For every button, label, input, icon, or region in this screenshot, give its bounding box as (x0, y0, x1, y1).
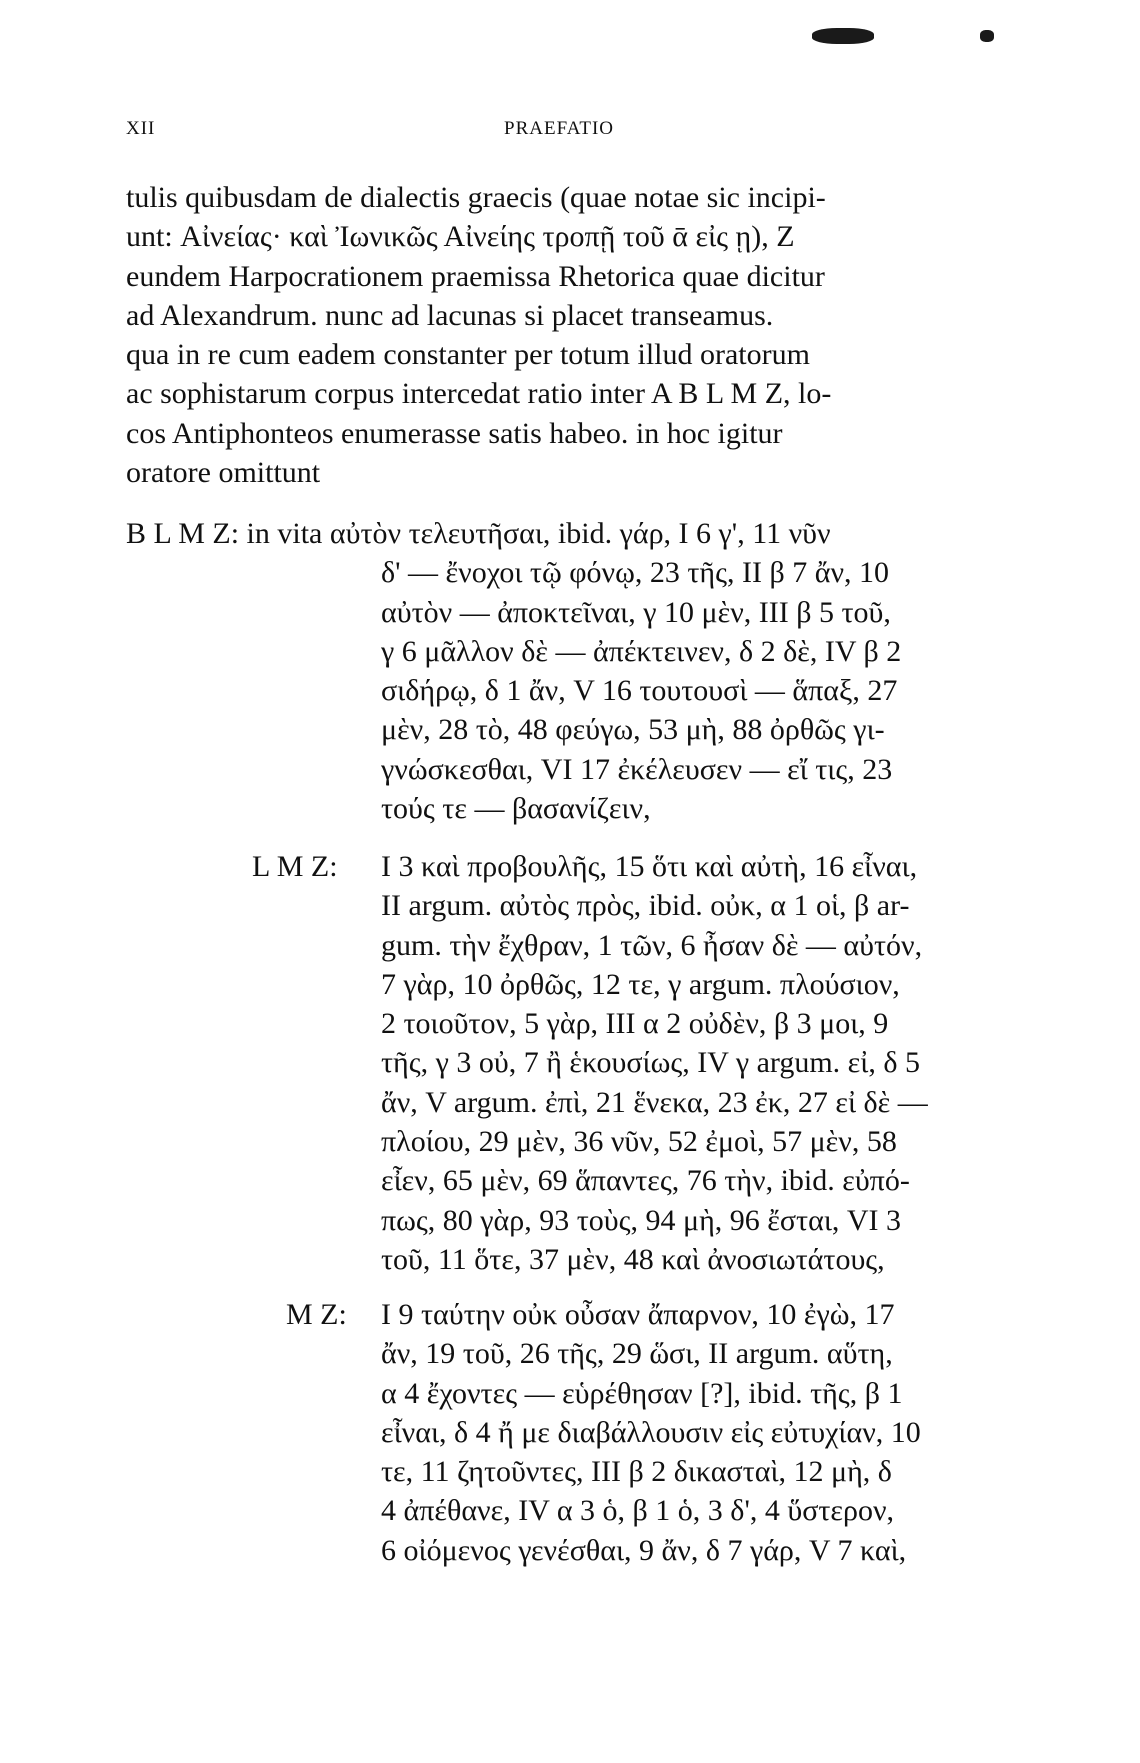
text-line: τῆς, γ 3 οὐ, 7 ἢ ἑκουσίως, IV γ argum. εἰ, δ 5 (381, 1046, 920, 1080)
text-line: 4 ἀπέθανε, IV α 3 ὁ, β 1 ὁ, 3 δ', 4 ὕστερον, (381, 1494, 895, 1528)
entry-lines (126, 514, 1006, 828)
page-number: XII (126, 118, 156, 139)
ink-smudge (980, 30, 994, 42)
text-line: eundem Harpocrationem praemissa Rhetorica quae dicitur (126, 259, 825, 293)
text-line: 2 τοιοῦτον, 5 γὰρ, III α 2 οὐδὲν, β 3 μοι, 9 (381, 1007, 889, 1041)
text-line: 7 γὰρ, 10 ὀρθῶς, 12 τε, γ argum. πλούσιον, (381, 967, 900, 1001)
page-header (126, 118, 1000, 148)
text-line: τούς τε — βασανίζειν, (381, 792, 651, 826)
intro-paragraph (126, 178, 1000, 492)
text-line: τε, 11 ζητοῦντες, III β 2 δικασταὶ, 12 μὴ, δ (381, 1455, 892, 1489)
text-line: ἄν, 19 τοῦ, 26 τῆς, 29 ὥσι, II argum. αὕτη, (381, 1337, 893, 1371)
ink-smudge (812, 28, 874, 44)
text-line: γνώσκεσθαι, VI 17 ἐκέλευσεν — εἴ τις, 23 (381, 752, 893, 786)
text-line: γ 6 μᾶλλον δὲ — ἀπέκτεινεν, δ 2 δὲ, IV β 2 (381, 634, 902, 668)
text-line: εἶναι, δ 4 ἤ με διαβάλλουσιν εἰς εὐτυχίαν, 10 (381, 1415, 921, 1449)
text-line: qua in re cum eadem constanter per totum illud oratorum (126, 338, 810, 372)
text-line: I 3 καὶ προβουλῆς, 15 ὅτι καὶ αὐτὴ, 16 εἶναι, (381, 850, 918, 883)
text-line: α 4 ἔχοντες — εὑρέθησαν [?], ibid. τῆς, β 1 (381, 1376, 903, 1410)
text-line: B L M Z: in vita αὐτὸν τελευτῆσαι, ibid. γάρ, I 6 γ', 11 νῦν (126, 517, 831, 550)
text-line: ad Alexandrum. nunc ad lacunas si placet transeamus. (126, 298, 774, 332)
text-line: I 9 ταύτην οὐκ οὖσαν ἄπαρνον, 10 ἐγὼ, 17 (381, 1298, 895, 1331)
running-title: PRAEFATIO (504, 118, 614, 139)
text-line: εἶεν, 65 μὲν, 69 ἅπαντες, 76 τὴν, ibid. εὐπό- (381, 1164, 910, 1198)
text-line: δ' — ἔνοχοι τῷ φόνῳ, 23 τῆς, II β 7 ἄν, 10 (381, 556, 890, 590)
text-line: σιδήρῳ, δ 1 ἄν, V 16 τουτουσὶ — ἅπαξ, 27 (381, 674, 898, 708)
text-line: II argum. αὐτὸς πρὸς, ibid. οὐκ, α 1 οἱ, β ar- (381, 889, 910, 923)
text-line: μὲν, 28 τὸ, 48 φεύγω, 53 μὴ, 88 ὀρθῶς γι- (381, 713, 885, 747)
text-line: αὐτὸν — ἀποκτεῖναι, γ 10 μὲν, III β 5 τοῦ, (381, 595, 891, 629)
text-line: ἄν, V argum. ἐπὶ, 21 ἕνεκα, 23 ἐκ, 27 εἰ δὲ — (381, 1085, 928, 1119)
text-line: cos Antiphonteos enumerasse satis habeo. in hoc igitur (126, 416, 783, 450)
text-line: tulis quibusdam de dialectis graecis (quae notae sic incipi- (126, 181, 826, 214)
text-line: ac sophistarum corpus intercedat ratio inter A B L M Z, lo- (126, 377, 832, 411)
entry-lines (381, 1295, 1006, 1570)
text-line: 6 οἰόμενος γενέσθαι, 9 ἄν, δ 7 γάρ, V 7 καὶ, (381, 1533, 907, 1567)
text-line: oratore omittunt (126, 456, 321, 490)
sigla-label: M Z: (286, 1298, 347, 1331)
text-line: πως, 80 γὰρ, 93 τοὺς, 94 μὴ, 96 ἔσται, VI 3 (381, 1203, 902, 1237)
text-line: τοῦ, 11 ὅτε, 37 μὲν, 48 καὶ ἀνοσιωτάτους, (381, 1242, 885, 1276)
text-line: πλοίου, 29 μὲν, 36 νῦν, 52 ἐμοὶ, 57 μὲν, 58 (381, 1125, 897, 1159)
entry-lines (381, 847, 1006, 1279)
text-line: gum. τὴν ἔχθραν, 1 τῶν, 6 ἦσαν δὲ — αὐτόν, (381, 928, 923, 962)
sigla-label: L M Z: (252, 850, 338, 883)
text-line: unt: Αἰνείας· καὶ Ἰωνικῶς Αἰνείης τροπῇ τοῦ ᾱ εἰς ῃ), Z (126, 220, 795, 254)
